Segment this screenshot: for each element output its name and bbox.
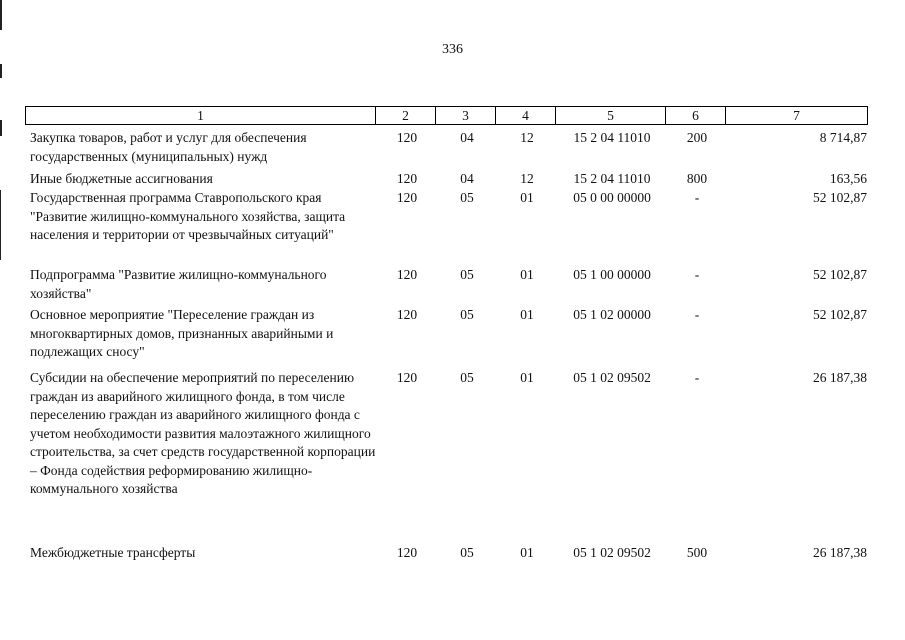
- cell-amount: 163,56: [829, 171, 867, 186]
- row-description: Иные бюджетные ассигнования: [30, 171, 213, 186]
- cell-expense-type: 500: [686, 545, 708, 560]
- cell-amount: 26 187,38: [813, 545, 867, 560]
- scan-edge-mark: [0, 64, 2, 78]
- row-description: Основное мероприятие "Переселение граждан из многоквартирных домов, признанных аварийными и подлежащих сносу": [30, 307, 334, 359]
- cell-target-code: 05 1 02 00000: [573, 307, 651, 322]
- scan-edge-mark: [0, 120, 2, 136]
- cell-subsection: 01: [520, 190, 534, 205]
- cell-subsection: 01: [520, 545, 534, 560]
- header-cell: 1: [26, 107, 376, 125]
- cell-target-code: 05 1 00 00000: [573, 267, 651, 282]
- column-header-table: [25, 106, 868, 125]
- cell-subsection: 01: [520, 267, 534, 282]
- row-description: Закупка товаров, работ и услуг для обеспечения государственных (муниципальных) нужд: [30, 130, 307, 164]
- cell-ministry: 120: [396, 307, 418, 322]
- scan-edge-mark: [0, 0, 2, 30]
- scan-edge-mark: [0, 190, 1, 260]
- cell-amount: 8 714,87: [819, 130, 867, 145]
- cell-ministry: 120: [396, 545, 418, 560]
- cell-section: 05: [460, 267, 474, 282]
- row-description: Межбюджетные трансферты: [30, 545, 196, 560]
- cell-section: 05: [460, 307, 474, 322]
- header-cell: 4: [496, 107, 556, 125]
- cell-target-code: 05 1 02 09502: [573, 370, 651, 385]
- header-cell: 5: [556, 107, 666, 125]
- cell-subsection: 01: [520, 370, 534, 385]
- cell-target-code: 15 2 04 11010: [573, 171, 651, 186]
- cell-ministry: 120: [396, 190, 418, 205]
- cell-amount: 26 187,38: [813, 370, 867, 385]
- row-description: Субсидии на обеспечение мероприятий по переселению граждан из аварийного жилищного фонда, в том числе переселению граждан из аварийного жилищного фонда с учетом необходимости развития малоэтажного жилищного строительства, за счет средств государственной корпорации – Фонда содействия реформированию жилищно-коммунального хозяйства: [30, 370, 376, 496]
- cell-amount: 52 102,87: [813, 267, 867, 282]
- header-cell: 3: [436, 107, 496, 125]
- cell-expense-type: 800: [686, 171, 708, 186]
- cell-subsection: 12: [520, 130, 534, 145]
- header-cell: 6: [666, 107, 726, 125]
- cell-target-code: 15 2 04 11010: [573, 130, 651, 145]
- cell-target-code: 05 1 02 09502: [573, 545, 651, 560]
- cell-section: 05: [460, 545, 474, 560]
- cell-ministry: 120: [396, 130, 418, 145]
- cell-subsection: 12: [520, 171, 534, 186]
- cell-section: 05: [460, 190, 474, 205]
- cell-expense-type: 200: [686, 130, 708, 145]
- cell-expense-type: -: [694, 307, 700, 322]
- row-description: Государственная программа Ставропольского края "Развитие жилищно-коммунального хозяйства, защита населения и территории от чрезвычайных ситуаций": [30, 190, 346, 242]
- cell-ministry: 120: [396, 171, 418, 186]
- cell-section: 04: [460, 130, 474, 145]
- header-cell: 2: [376, 107, 436, 125]
- cell-expense-type: -: [694, 267, 700, 282]
- cell-target-code: 05 0 00 00000: [573, 190, 651, 205]
- cell-subsection: 01: [520, 307, 534, 322]
- page-number: 336: [442, 42, 463, 57]
- cell-amount: 52 102,87: [813, 307, 867, 322]
- row-description: Подпрограмма "Развитие жилищно-коммунального хозяйства": [30, 267, 327, 301]
- cell-section: 05: [460, 370, 474, 385]
- cell-ministry: 120: [396, 267, 418, 282]
- column-header-row: [26, 107, 868, 125]
- header-cell: 7: [726, 107, 868, 125]
- cell-ministry: 120: [396, 370, 418, 385]
- cell-expense-type: -: [694, 190, 700, 205]
- cell-expense-type: -: [694, 370, 700, 385]
- cell-amount: 52 102,87: [813, 190, 867, 205]
- cell-section: 04: [460, 171, 474, 186]
